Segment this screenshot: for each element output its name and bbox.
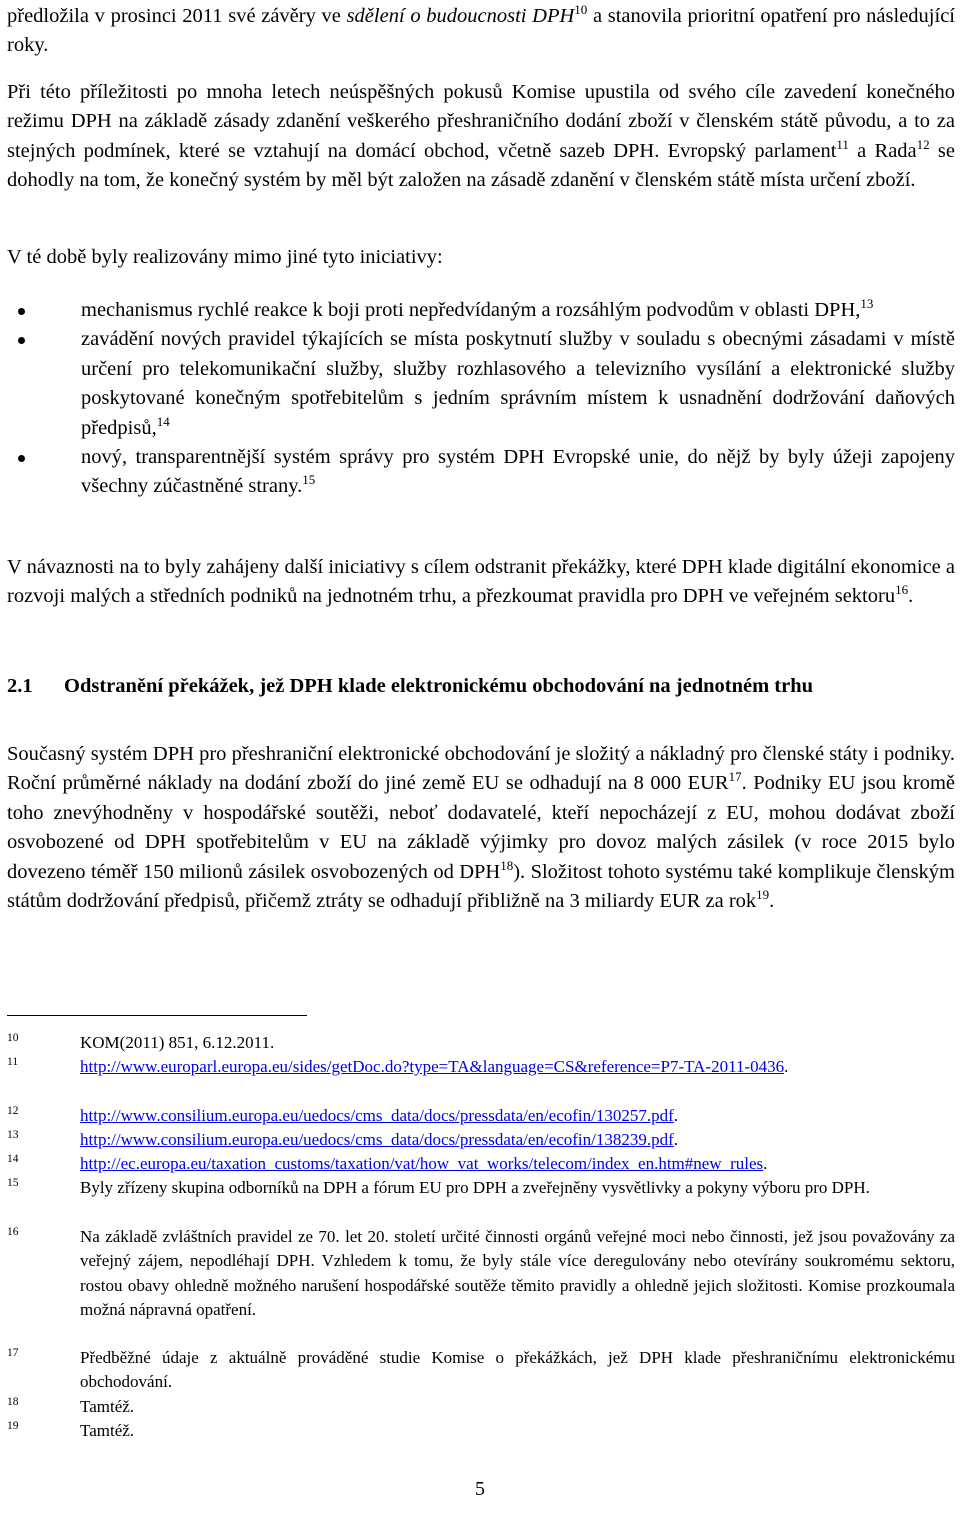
footnote-17 xyxy=(7,1346,955,1395)
paragraph-3-text: V návaznosti na to byly zahájeny další iniciativy s cílem odstranit překážky, které DPH klade digitální ekonomice a rozvoji malých a středních podniků na jednotném trhu, a přezkoumat pravidla pro DPH ve veřejném sektoru xyxy=(7,556,955,608)
paragraph-1-text-c: se dohodly na tom, že konečný systém by měl být založen na zásadě zdanění v členském státě místa určení zboží. xyxy=(7,139,955,192)
paragraph-4 xyxy=(7,740,955,916)
footnote-13 xyxy=(7,1128,955,1152)
paragraph-1-text: Při této příležitosti po mnoha letech neúspěšných pokusů Komise upustila od svého cíle zavedení konečného režimu DPH na základě zásady zdanění veškerého přeshraničního dodání zboží v členském státě původu, a to za stejných podmínek, které se vztahují na domácí obchod, včetně sazeb DPH. Evropský parlament xyxy=(7,81,955,162)
intro-italic: sdělení o budoucnosti DPH xyxy=(346,5,575,27)
footnote-text: Předběžné údaje z aktuálně prováděné studie Komise o překážkách, jež DPH klade přeshraničnímu elektronickému obchodování. xyxy=(80,1348,955,1392)
footnote-15 xyxy=(7,1176,955,1200)
footnote-link[interactable]: http://ec.europa.eu/taxation_customs/taxation/vat/how_vat_works/telecom/index_en.htm#new_rules xyxy=(80,1154,764,1173)
footnote-number: 17 xyxy=(7,1347,19,1359)
footnote-14 xyxy=(7,1152,955,1176)
footnote-ref-13[interactable]: 13 xyxy=(860,296,874,312)
footnote-number: 12 xyxy=(7,1105,19,1117)
section-heading xyxy=(7,672,955,701)
list-item xyxy=(7,443,955,502)
intro-paragraph xyxy=(7,2,955,61)
footnote-text: Na základě zvláštních pravidel ze 70. let 20. století určité činnosti orgánů veřejné moci nebo činnosti, jež jsou považovány za veřejný zájem, nepodléhají DPH. Vzhledem k tomu, že byly stále více deregulovány nebo otevírány soukromému sektoru, rostou obavy ohledně možného narušení hospodářské soutěže těmito pravidly a ohledně jejich složitosti. Komise prozkoumala možná nápravná opatření. xyxy=(80,1227,955,1319)
paragraph-3-text-end: . xyxy=(908,585,914,608)
bullet-icon xyxy=(18,308,25,315)
footnote-number: 18 xyxy=(7,1396,19,1408)
paragraph-1-text-b: a Rada xyxy=(848,139,917,162)
list-item-text: mechanismus rychlé reakce k boji proti nepředvídaným a rozsáhlým podvodům v oblasti DPH, xyxy=(81,299,861,321)
list-item xyxy=(7,296,955,325)
footnote-text: KOM(2011) 851, 6.12.2011. xyxy=(80,1033,275,1052)
page-number: 5 xyxy=(475,1478,485,1500)
footnote-12 xyxy=(7,1104,955,1128)
footnote-ref-19[interactable]: 19 xyxy=(756,887,770,903)
footnote-ref-11[interactable]: 11 xyxy=(836,136,849,152)
footnote-ref-18[interactable]: 18 xyxy=(500,857,514,873)
footnote-number: 15 xyxy=(7,1177,19,1189)
section-number: 2.1 xyxy=(7,675,33,697)
list-item-text: nový, transparentnější systém správy pro systém DPH Evropské unie, do nějž by byly úžeji zapojeny všechny zúčastněné strany. xyxy=(81,446,955,498)
footnote-punct: . xyxy=(784,1057,789,1076)
footnote-10 xyxy=(7,1031,955,1055)
footnote-punct: . xyxy=(673,1130,679,1149)
footnote-punct: . xyxy=(673,1106,679,1125)
footnote-16 xyxy=(7,1225,955,1322)
footnote-link[interactable]: http://www.europarl.europa.eu/sides/getDoc.do?type=TA&language=CS&reference=P7-TA-2011-0436 xyxy=(80,1057,785,1076)
paragraph-3 xyxy=(7,553,955,612)
footnote-19 xyxy=(7,1419,955,1443)
footnote-number: 16 xyxy=(7,1226,19,1238)
paragraph-4-text-c: ). Složitost tohoto systému také komplikuje členským státům dodržování předpisů, přičemž ztráty se odhadují přibližně na 3 miliardy EUR za rok xyxy=(7,860,956,913)
intro-text-end: a stanovila prioritní opatření pro následující roky. xyxy=(7,5,955,57)
footnote-11 xyxy=(7,1055,955,1079)
footnote-text: Tamtéž. xyxy=(80,1397,135,1416)
footnote-text: Byly zřízeny skupina odborníků na DPH a fórum EU pro DPH a zveřejněny vysvětlivky a pokyny výboru pro DPH. xyxy=(80,1178,870,1197)
footnote-ref-15[interactable]: 15 xyxy=(302,472,316,488)
intro-text: předložila v prosinci 2011 své závěry ve xyxy=(7,5,347,27)
footnote-number: 14 xyxy=(7,1153,19,1165)
footnote-ref-12[interactable]: 12 xyxy=(916,136,930,152)
footnote-ref-14[interactable]: 14 xyxy=(156,413,170,429)
footnote-number: 10 xyxy=(7,1032,19,1044)
paragraph-4-text-end: . xyxy=(769,890,775,913)
footnote-link[interactable]: http://www.consilium.europa.eu/uedocs/cms_data/docs/pressdata/en/ecofin/138239.pdf xyxy=(80,1130,674,1149)
bullet-icon xyxy=(18,455,25,462)
list-item xyxy=(7,325,955,443)
footnote-number: 13 xyxy=(7,1129,19,1141)
list-item-text: zavádění nových pravidel týkajících se místa poskytnutí služby v souladu s obecnými zásadami v místě určení pro telekomunikační služby, služby rozhlasového a televizního vysílání a elektronické služby poskytované konečným spotřebitelům s jedním správním místem k usnadnění dodržování daňových předpisů, xyxy=(81,328,955,439)
paragraph-4-text: Současný systém DPH pro přeshraniční elektronické obchodování je složitý a nákladný pro členské státy i podniky. Roční průměrné náklady na dodání zboží do jiné země EU se odhadují na 8 000 EUR xyxy=(7,743,955,795)
paragraph-1 xyxy=(7,78,955,196)
section-title: Odstranění překážek, jež DPH klade elektronickému obchodování na jednotném trhu xyxy=(64,675,814,697)
footnote-punct: . xyxy=(763,1154,768,1173)
footnote-number: 19 xyxy=(7,1420,19,1432)
footnote-18 xyxy=(7,1395,955,1419)
footnote-number: 11 xyxy=(7,1056,19,1068)
footnote-ref-10[interactable]: 10 xyxy=(574,2,588,18)
bullet-icon xyxy=(18,337,25,344)
footnote-link[interactable]: http://www.consilium.europa.eu/uedocs/cms_data/docs/pressdata/en/ecofin/130257.pdf xyxy=(80,1106,674,1125)
initiatives-list xyxy=(7,296,955,502)
footnote-ref-16[interactable]: 16 xyxy=(895,582,909,598)
footnote-ref-17[interactable]: 17 xyxy=(728,769,742,785)
paragraph-4-text-b: . Podniky EU jsou kromě toho znevýhodněny v hospodářské soutěži, neboť dodavatelé, kteří nepocházejí z EU, mohou dodávat zboží osvobozené od DPH spotřebitelům v EU na základě výjimky pro dovoz malých zásilek (v roce 2015 bylo dovezeno téměř 150 milionů zásilek osvobozených od DPH xyxy=(7,772,956,883)
paragraph-2: V té době byly realizovány mimo jiné tyto iniciativy: xyxy=(7,246,443,268)
footnote-text: Tamtéž. xyxy=(80,1421,135,1440)
footnote-divider xyxy=(7,1015,307,1016)
